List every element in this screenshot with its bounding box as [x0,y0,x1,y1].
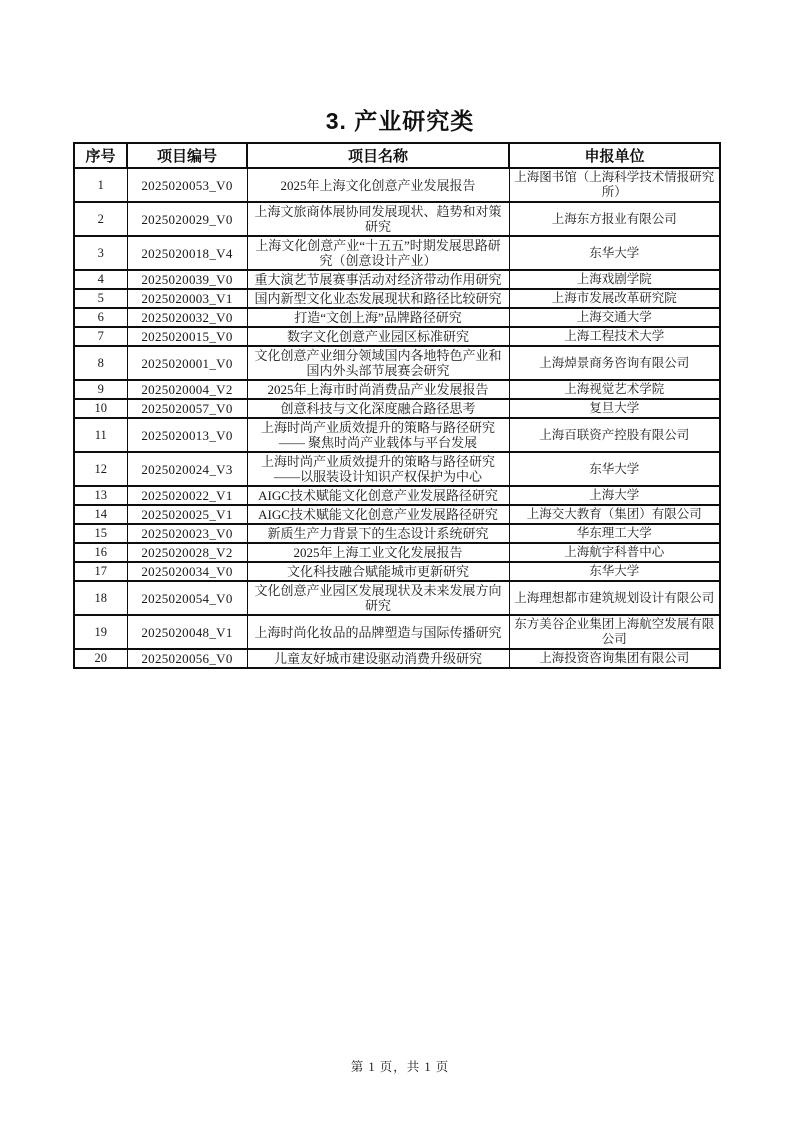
cell-code: 2025020003_V1 [127,289,247,308]
cell-code: 2025020013_V0 [127,418,247,452]
table-row [74,346,720,380]
cell-name: 上海文旅商体展协同发展现状、趋势和对策研究 [247,202,509,236]
header-seq: 序号 [74,143,127,168]
header-name: 项目名称 [247,143,509,168]
cell-org: 上海投资咨询集团有限公司 [509,649,720,668]
cell-name: 上海时尚化妆品的品牌塑造与国际传播研究 [247,615,509,649]
cell-name: 文化创意产业园区发展现状及未来发展方向研究 [247,581,509,615]
cell-seq: 18 [74,581,127,615]
cell-org: 上海东方报业有限公司 [509,202,720,236]
table-row [74,202,720,236]
table-row [74,543,720,562]
cell-name: 文化创意产业细分领域国内各地特色产业和国内外头部节展赛会研究 [247,346,509,380]
table-row [74,308,720,327]
cell-name: 2025年上海文化创意产业发展报告 [247,168,509,202]
cell-seq: 1 [74,168,127,202]
table-row [74,486,720,505]
cell-seq: 4 [74,270,127,289]
cell-code: 2025020022_V1 [127,486,247,505]
cell-org: 上海图书馆（上海科学技术情报研究所） [509,168,720,202]
cell-name: 重大演艺节展赛事活动对经济带动作用研究 [247,270,509,289]
table-row [74,289,720,308]
cell-name: AIGC技术赋能文化创意产业发展路径研究 [247,505,509,524]
cell-name: 上海文化创意产业“十五五”时期发展思路研究（创意设计产业） [247,236,509,270]
cell-code: 2025020053_V0 [127,168,247,202]
table-header-row [74,143,720,168]
cell-name: 数字文化创意产业园区标准研究 [247,327,509,346]
cell-code: 2025020029_V0 [127,202,247,236]
cell-org: 上海百联资产控股有限公司 [509,418,720,452]
table-row [74,649,720,668]
cell-code: 2025020004_V2 [127,380,247,399]
table-row [74,327,720,346]
cell-name: 2025年上海市时尚消费品产业发展报告 [247,380,509,399]
projects-table [73,142,721,669]
cell-seq: 6 [74,308,127,327]
cell-name: 2025年上海工业文化发展报告 [247,543,509,562]
table-body [74,168,720,668]
cell-seq: 19 [74,615,127,649]
cell-seq: 8 [74,346,127,380]
cell-name: 打造“文创上海”品牌路径研究 [247,308,509,327]
cell-code: 2025020056_V0 [127,649,247,668]
table-row [74,452,720,486]
cell-code: 2025020039_V0 [127,270,247,289]
cell-org: 上海交通大学 [509,308,720,327]
cell-seq: 11 [74,418,127,452]
table-row [74,615,720,649]
table-row [74,524,720,543]
cell-seq: 13 [74,486,127,505]
cell-name: 国内新型文化业态发展现状和路径比较研究 [247,289,509,308]
cell-seq: 10 [74,399,127,418]
header-code: 项目编号 [127,143,247,168]
table-row [74,505,720,524]
cell-org: 复旦大学 [509,399,720,418]
cell-seq: 12 [74,452,127,486]
cell-org: 东方美谷企业集团上海航空发展有限公司 [509,615,720,649]
table-row [74,562,720,581]
table-row [74,380,720,399]
page-footer: 第 1 页，共 1 页 [350,1060,450,1074]
cell-code: 2025020015_V0 [127,327,247,346]
cell-code: 2025020034_V0 [127,562,247,581]
cell-code: 2025020028_V2 [127,543,247,562]
table-row [74,399,720,418]
table-row [74,168,720,202]
cell-org: 上海视觉艺术学院 [509,380,720,399]
cell-seq: 15 [74,524,127,543]
cell-name: 上海时尚产业质效提升的策略与路径研究——以服装设计知识产权保护为中心 [247,452,509,486]
cell-seq: 14 [74,505,127,524]
cell-code: 2025020001_V0 [127,346,247,380]
cell-name: 新质生产力背景下的生态设计系统研究 [247,524,509,543]
cell-seq: 2 [74,202,127,236]
cell-org: 上海市发展改革研究院 [509,289,720,308]
cell-code: 2025020048_V1 [127,615,247,649]
cell-org: 上海交大教育（集团）有限公司 [509,505,720,524]
cell-code: 2025020054_V0 [127,581,247,615]
table-row [74,581,720,615]
cell-seq: 20 [74,649,127,668]
cell-seq: 3 [74,236,127,270]
cell-org: 上海戏剧学院 [509,270,720,289]
cell-org: 上海航宇科普中心 [509,543,720,562]
page-title: 3. 产业研究类 [325,108,475,134]
cell-name: 儿童友好城市建设驱动消费升级研究 [247,649,509,668]
cell-org: 东华大学 [509,452,720,486]
cell-code: 2025020025_V1 [127,505,247,524]
cell-org: 上海工程技术大学 [509,327,720,346]
cell-org: 上海大学 [509,486,720,505]
cell-name: AIGC技术赋能文化创意产业发展路径研究 [247,486,509,505]
cell-code: 2025020057_V0 [127,399,247,418]
cell-seq: 9 [74,380,127,399]
cell-org: 东华大学 [509,236,720,270]
cell-org: 东华大学 [509,562,720,581]
cell-code: 2025020032_V0 [127,308,247,327]
table-row [74,236,720,270]
cell-seq: 7 [74,327,127,346]
table-row [74,270,720,289]
cell-org: 上海理想都市建筑规划设计有限公司 [509,581,720,615]
cell-org: 上海焯景商务咨询有限公司 [509,346,720,380]
cell-seq: 5 [74,289,127,308]
cell-name: 文化科技融合赋能城市更新研究 [247,562,509,581]
table-row [74,418,720,452]
cell-seq: 16 [74,543,127,562]
cell-code: 2025020024_V3 [127,452,247,486]
cell-name: 上海时尚产业质效提升的策略与路径研究—— 聚焦时尚产业载体与平台发展 [247,418,509,452]
cell-code: 2025020023_V0 [127,524,247,543]
cell-seq: 17 [74,562,127,581]
cell-org: 华东理工大学 [509,524,720,543]
cell-code: 2025020018_V4 [127,236,247,270]
cell-name: 创意科技与文化深度融合路径思考 [247,399,509,418]
header-org: 申报单位 [509,143,720,168]
